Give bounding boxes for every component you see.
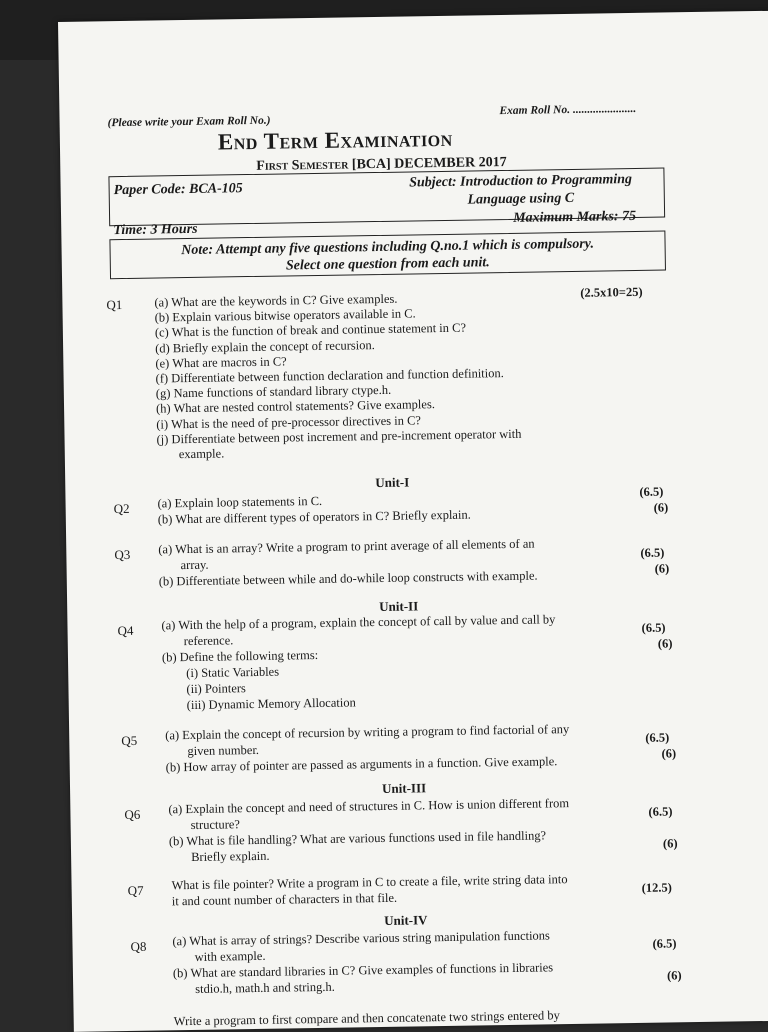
q6-part-b: (b) What is file handling? What are various functions used in file handling? xyxy=(168,828,547,849)
semester-rest: [BCA] DECEMBER 2017 xyxy=(351,154,507,173)
q5-b-marks: (6) xyxy=(661,746,677,761)
unit-heading: Unit-III xyxy=(381,780,427,797)
subject-line-2: Language using C xyxy=(467,190,575,208)
q4-term: (i) Static Variables xyxy=(186,664,280,681)
question-number: Q2 xyxy=(113,500,130,517)
maximum-marks: Maximum Marks: 75 xyxy=(513,208,637,226)
q9-partial-text: Write a program to first compare and then concatenate two strings entered by xyxy=(173,1008,560,1029)
q4-part-b: (b) Define the following terms: xyxy=(161,647,319,665)
q1-part: (d) Briefly explain the concept of recursion. xyxy=(155,337,375,356)
q1-part: (a) What are the keywords in C? Give examples. xyxy=(154,291,398,310)
q6-b-marks: (6) xyxy=(662,836,678,851)
q4-part-a-cont: reference. xyxy=(183,633,234,649)
q4-term: (iii) Dynamic Memory Allocation xyxy=(186,695,356,713)
q1-part: (j) Differentiate between post increment and pre-increment operator with xyxy=(156,426,522,447)
question-number: Q7 xyxy=(127,882,144,899)
q8-part-b-cont: stdio.h, math.h and string.h. xyxy=(195,979,335,996)
question-number: Q5 xyxy=(121,732,138,749)
q1-part: (e) What are macros in C? xyxy=(155,354,287,371)
question-number: Q6 xyxy=(124,806,141,823)
q1-part: (f) Differentiate between function declaration and function definition. xyxy=(155,366,504,386)
semester-prefix: First Semester xyxy=(256,157,349,174)
q1-part: (b) Explain various bitwise operators available in C. xyxy=(154,306,416,325)
q3-part-a: (a) What is an array? Write a program to print average of all elements of an xyxy=(158,536,535,557)
q1-part: (g) Name functions of standard library ctype.h. xyxy=(155,383,392,401)
unit-heading: Unit-I xyxy=(375,474,410,491)
question-number: Q4 xyxy=(117,622,134,639)
q3-part-a-cont: array. xyxy=(180,557,209,573)
q1-parts xyxy=(154,284,677,462)
note-text xyxy=(110,235,664,278)
note-line-1: Note: Attempt any five questions including Q.no.1 which is compulsory. xyxy=(181,236,595,259)
q5-part-b: (b) How array of pointer are passed as arguments in a function. Give example. xyxy=(165,754,558,775)
question-number: Q3 xyxy=(114,546,131,563)
q6-a-marks: (6.5) xyxy=(648,804,673,819)
roll-no-instruction: (Please write your Exam Roll No.) xyxy=(107,114,271,130)
q2-b-marks: (6) xyxy=(653,500,669,515)
q1-part: (h) What are nested control statements? Give examples. xyxy=(155,397,436,416)
exam-title: End Term Examination xyxy=(217,125,453,155)
exam-time: Time: 3 Hours xyxy=(113,221,198,239)
q4-b-marks: (6) xyxy=(657,636,673,651)
q4-part-a: (a) With the help of a program, explain the concept of call by value and call by xyxy=(161,612,556,633)
q8-b-marks: (6) xyxy=(666,968,682,983)
exam-roll-no-field: Exam Roll No. ...................... xyxy=(499,102,637,118)
q5-part-a: (a) Explain the concept of recursion by writing a program to find factorial of any xyxy=(165,722,570,743)
question-number: Q1 xyxy=(106,297,123,313)
note-line-2: Select one question from each unit. xyxy=(285,255,490,274)
paper-code: Paper Code: BCA-105 xyxy=(113,181,243,199)
q3-part-b: (b) Differentiate between while and do-while loop constructs with example. xyxy=(158,568,538,589)
q4-a-marks: (6.5) xyxy=(641,620,666,635)
q2-part-a: (a) Explain loop statements in C. xyxy=(157,493,323,511)
q1-part: example. xyxy=(178,446,225,462)
q2-a-marks: (6.5) xyxy=(639,484,664,499)
q6-part-a: (a) Explain the concept and need of structures in C. How is union different from xyxy=(168,796,570,817)
subject-line-1: Subject: Introduction to Programming xyxy=(409,172,633,191)
q1-part: (c) What is the function of break and continue statement in C? xyxy=(154,321,467,340)
q8-part-b: (b) What are standard libraries in C? Give examples of functions in libraries xyxy=(172,960,554,981)
unit-heading: Unit-II xyxy=(379,598,419,615)
q5-a-marks: (6.5) xyxy=(645,730,670,745)
q8-a-marks: (6.5) xyxy=(652,936,677,951)
q5-part-a-cont: given number. xyxy=(187,742,260,759)
unit-heading: Unit-IV xyxy=(384,912,428,928)
q8-part-a: (a) What is array of strings? Describe various string manipulation functions xyxy=(172,928,550,949)
q1-part: (i) What is the need of pre-processor directives in C? xyxy=(156,412,422,432)
q6-part-b-cont: Briefly explain. xyxy=(191,848,270,865)
q7-text: What is file pointer? Write a program in C to create a file, write string data into xyxy=(171,872,568,893)
q7-marks: (12.5) xyxy=(641,880,672,895)
q2-part-b: (b) What are different types of operators in C? Briefly explain. xyxy=(157,507,471,527)
q3-b-marks: (6) xyxy=(654,561,670,576)
q3-a-marks: (6.5) xyxy=(640,545,665,560)
question-number: Q8 xyxy=(130,938,147,954)
q6-part-a-cont: structure? xyxy=(190,817,241,833)
exam-paper xyxy=(58,11,768,1032)
q8-part-a-cont: with example. xyxy=(194,948,266,964)
q4-term: (ii) Pointers xyxy=(186,681,246,697)
note-box xyxy=(109,230,666,279)
subject xyxy=(381,171,660,211)
question-marks: (2.5x10=25) xyxy=(580,284,643,300)
q7-text-cont: it and count number of characters in that file. xyxy=(171,890,398,909)
